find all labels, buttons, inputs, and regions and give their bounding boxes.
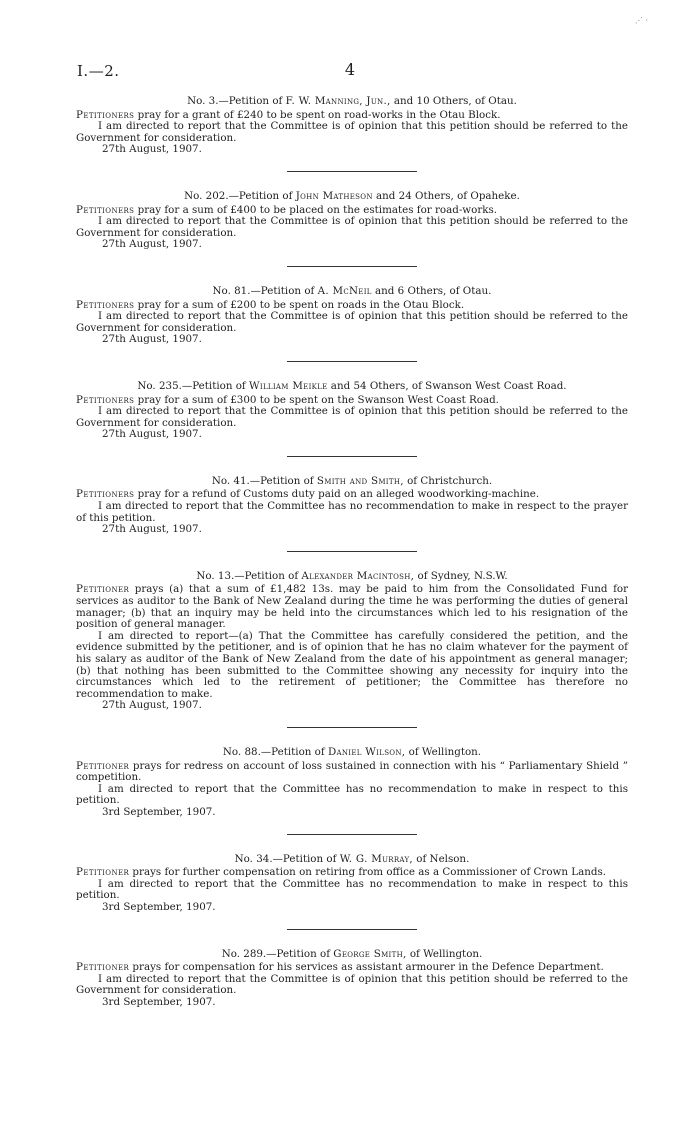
petition-entry — [76, 949, 628, 1009]
petition-origin: of Christchurch. — [403, 474, 493, 487]
committee-report: I am directed to report that the Committee has no recommendation to make in respect to this petition. — [76, 877, 628, 902]
petition-entry — [76, 747, 628, 819]
petitioner-label: Petitioners — [76, 393, 135, 406]
section-divider — [287, 551, 417, 552]
petition-title — [76, 96, 628, 108]
petitioner-label: Petitioners — [76, 203, 135, 216]
committee-report: I am directed to report—(a) That the Committee has carefully considered the petition, and the evidence submitted by the petitioner, and is of opinion that he has no claim whatever for the payment of his salary as auditor of the Bank of New Zealand from the date of his appointment as general manager; (b) that nothing has been submitted to the Committee showing any necessity for inquiry into the circumstances which led to the retirement of petitioner; the Committee has therefore no recommendation to make. — [76, 629, 628, 700]
petitioner-name: A. McNeil — [317, 284, 372, 297]
report-date: 27th August, 1907. — [102, 333, 202, 346]
petition-origin: and 6 Others, of Otau. — [371, 284, 492, 297]
report-date: 3rd September, 1907. — [102, 995, 216, 1008]
petition-number: No. 202.—Petition of — [184, 189, 296, 202]
committee-report: I am directed to report that the Committee is of opinion that this petition should be referred to the Government for consideration. — [76, 120, 628, 144]
section-divider — [287, 361, 417, 362]
prayer-text: prays for further compensation on retiring from office as a Commissioner of Crown Lands. — [129, 866, 607, 879]
petition-number: No. 34.—Petition of — [234, 852, 340, 865]
petition-entry — [76, 381, 628, 441]
petition-title — [76, 854, 628, 866]
report-date: 27th August, 1907. — [102, 238, 202, 251]
petitioner-name: W. G. Murray, — [339, 852, 413, 865]
petition-entry — [76, 286, 628, 346]
petition-origin: of Sydney, N.S.W. — [414, 569, 508, 582]
petition-origin: and 54 Others, of Swanson West Coast Road. — [327, 379, 567, 392]
petition-prayer — [76, 962, 628, 974]
report-date: 27th August, 1907. — [102, 523, 202, 536]
petition-origin: and 24 Others, of Opaheke. — [372, 189, 520, 202]
petitioner-label: Petitioners — [76, 108, 135, 121]
petition-prayer — [76, 867, 628, 879]
petitioner-label: Petitioner — [76, 583, 130, 596]
prayer-text: prays for redress on account of loss sustained in connection with his “ Parliamentary Shield ” competition. — [76, 759, 628, 784]
prayer-text: pray for a sum of £400 to be placed on the estimates for road-works. — [134, 203, 498, 216]
petitioner-name: Daniel Wilson, — [327, 745, 406, 758]
prayer-text: prays (a) that a sum of £1,482 13s. may be paid to him from the Consolidated Fund for services as auditor to the Bank of New Zealand during the time he was performing the duties of general manager; (b) that an inquiry may be held into the circumstances which led to his resignation of the position of general manager. — [76, 583, 628, 631]
petitioner-name: Smith and Smith, — [316, 474, 404, 487]
prayer-text: pray for a grant of £240 to be spent on road-works in the Otau Block. — [134, 108, 501, 121]
petitioner-label: Petitioner — [76, 866, 130, 879]
petition-title — [76, 949, 628, 961]
report-date: 27th August, 1907. — [102, 699, 202, 712]
petition-number: No. 13.—Petition of — [196, 569, 302, 582]
petition-title — [76, 571, 628, 583]
section-divider — [287, 727, 417, 728]
petition-entry — [76, 571, 628, 712]
scan-noise-mark: ⋰ · — [634, 16, 648, 25]
committee-report: I am directed to report that the Committee is of opinion that this petition should be referred to the Government for consideration. — [76, 972, 628, 997]
petition-origin: and 10 Others, of Otau. — [390, 95, 517, 107]
petitions-list — [76, 96, 628, 1008]
prayer-text: prays for compensation for his services as assistant armourer in the Defence Department. — [129, 961, 604, 974]
petition-title — [76, 191, 628, 203]
petition-prayer — [76, 584, 628, 630]
committee-report: I am directed to report that the Committee has no recommendation to make in respect to the prayer of this petition. — [76, 500, 628, 524]
petition-number: No. 235.—Petition of — [137, 379, 250, 392]
parliamentary-paper-reference: I.—2. — [77, 62, 120, 80]
committee-report: I am directed to report that the Committee is of opinion that this petition should be referred to the Government for consideration. — [76, 215, 628, 239]
page-number: 4 — [344, 60, 356, 79]
petition-origin: of Wellington. — [406, 947, 483, 960]
petition-entry — [76, 191, 628, 251]
petitioner-name: George Smith, — [333, 947, 407, 960]
section-divider — [287, 171, 417, 172]
prayer-text: pray for a refund of Customs duty paid on an alleged woodworking-machine. — [134, 488, 540, 501]
petition-number: No. 41.—Petition of — [211, 474, 317, 487]
petition-entry — [76, 476, 628, 536]
petitioner-label: Petitioners — [76, 298, 135, 311]
prayer-text: pray for a sum of £200 to be spent on roads in the Otau Block. — [134, 298, 465, 311]
petition-origin: of Nelson. — [413, 852, 470, 865]
petition-entry — [76, 96, 628, 156]
petition-title — [76, 476, 628, 488]
petition-prayer — [76, 761, 628, 784]
petitioner-name: John Matheson — [295, 189, 373, 202]
committee-report: I am directed to report that the Committee is of opinion that this petition should be referred to the Government for consideration. — [76, 405, 628, 429]
section-divider — [287, 456, 417, 457]
section-divider — [287, 834, 417, 835]
petition-title — [76, 286, 628, 298]
petition-number: No. 81.—Petition of — [212, 284, 318, 297]
report-date: 27th August, 1907. — [102, 143, 202, 156]
petition-origin: of Wellington. — [405, 745, 482, 758]
petition-entry — [76, 854, 628, 914]
petition-number: No. 3.—Petition of — [187, 95, 286, 107]
report-date: 3rd September, 1907. — [102, 900, 216, 913]
petitioner-label: Petitioner — [76, 759, 130, 772]
petitioner-label: Petitioners — [76, 488, 135, 501]
petition-title — [76, 747, 628, 759]
petitioner-name: Alexander Macintosh, — [301, 569, 415, 582]
committee-report: I am directed to report that the Committee has no recommendation to make in respect to this petition. — [76, 782, 628, 807]
petition-title — [76, 381, 628, 393]
section-divider — [287, 929, 417, 930]
report-date: 3rd September, 1907. — [102, 805, 216, 818]
petition-number: No. 289.—Petition of — [221, 947, 334, 960]
petition-number: No. 88.—Petition of — [222, 745, 328, 758]
petitioner-label: Petitioner — [76, 961, 130, 974]
committee-report: I am directed to report that the Committee is of opinion that this petition should be referred to the Government for consideration. — [76, 310, 628, 334]
section-divider — [287, 266, 417, 267]
petitioner-name: William Meikle — [249, 379, 328, 392]
prayer-text: pray for a sum of £300 to be spent on the Swanson West Coast Road. — [134, 393, 499, 406]
report-date: 27th August, 1907. — [102, 428, 202, 441]
petitioner-name: F. W. Manning, Jun., — [285, 95, 391, 107]
